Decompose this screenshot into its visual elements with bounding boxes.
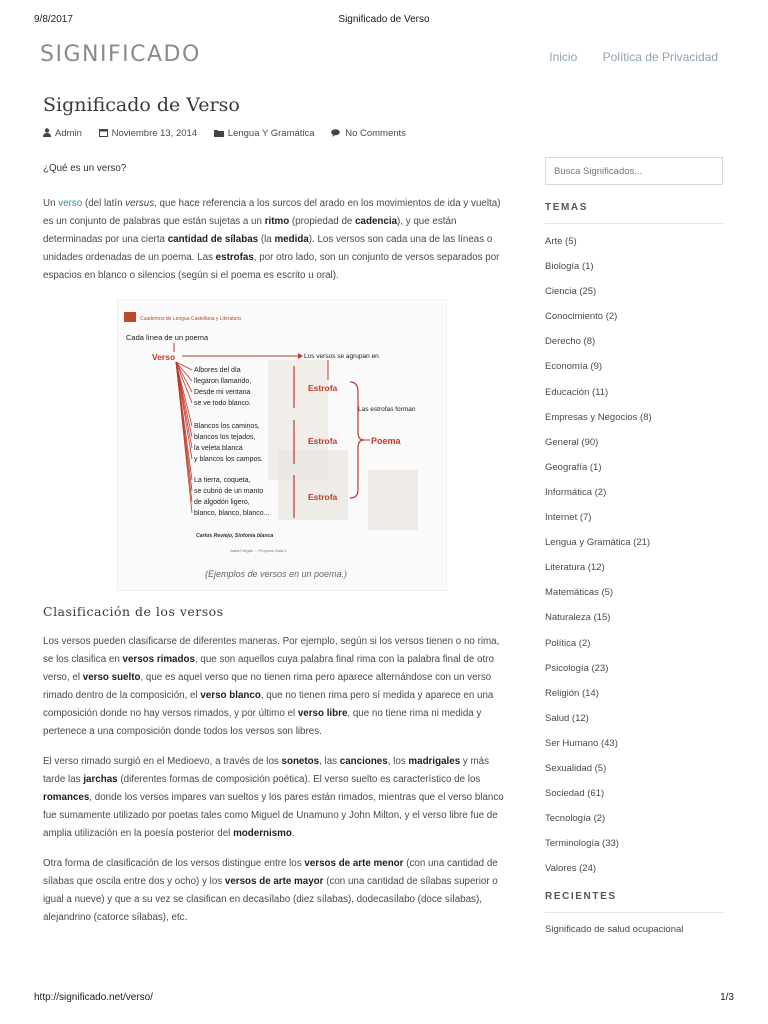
- text: y más tarde las: [43, 756, 489, 785]
- post-title: Significado de Verso: [43, 94, 240, 116]
- print-footer: [34, 992, 734, 1006]
- print-header: [34, 14, 734, 30]
- meta-category-label: Lengua Y Gramática: [227, 128, 315, 139]
- keyword-romances: romances: [43, 792, 90, 803]
- poem-line: de algodón ligero,: [194, 499, 250, 506]
- meta-author-label: Admin: [55, 128, 82, 139]
- poem-line: y blancos los campos.: [194, 456, 263, 463]
- keyword-arte-menor: versos de arte menor: [304, 858, 404, 869]
- tema-item[interactable]: Salud (12): [545, 712, 589, 724]
- keyword-verso-libre: verso libre: [297, 708, 348, 719]
- paragraph-clasificacion-3: [43, 855, 509, 927]
- keyword-cadencia: cadencia: [355, 216, 398, 227]
- text: (con una cantidad de sílabas que oscila entre dos y ocho) y los: [43, 858, 498, 887]
- diagram-cada-linea: Cada línea de un poema: [126, 333, 209, 342]
- temas-list: [545, 235, 723, 887]
- paragraph-clasificacion-2: [43, 753, 509, 843]
- sidebar: [545, 157, 723, 935]
- tema-item[interactable]: Informática (2): [545, 486, 607, 498]
- tema-item[interactable]: Empresas y Negocios (8): [545, 411, 652, 423]
- diagram-forman: Las estrofas forman: [358, 406, 416, 413]
- tema-item[interactable]: Educación (11): [545, 386, 609, 398]
- text: , que no tienen rima pero sí medida y aparece en una composición donde no hay versos rimados, y por último el: [43, 690, 494, 719]
- tema-item[interactable]: Sexualidad (5): [545, 762, 607, 774]
- print-date: 9/8/2017: [34, 14, 73, 25]
- text: ). Los versos son cada una de las líneas o unidades ordenadas de un poema. Las: [43, 234, 493, 263]
- poem-line: llegaron llamando,: [194, 378, 252, 385]
- text: , que son aquellos cuya palabra final rima con la palabra final de otro verso, el: [43, 654, 494, 683]
- tema-item[interactable]: Naturaleza (15): [545, 612, 611, 624]
- question-heading: ¿Qué es un verso?: [43, 163, 127, 174]
- term-versus: versus: [125, 198, 155, 209]
- tema-item[interactable]: General (90): [545, 436, 599, 448]
- tema-item[interactable]: Literatura (12): [545, 562, 605, 574]
- user-icon: [43, 128, 51, 137]
- poem-line: blancos los tejados,: [194, 434, 256, 441]
- text: .: [291, 828, 295, 839]
- poem-line: se ve todo blanco.: [194, 400, 251, 407]
- link-verso[interactable]: verso: [58, 198, 83, 209]
- text: (la: [258, 234, 275, 245]
- tema-item[interactable]: Arte (5): [545, 236, 577, 247]
- tema-item[interactable]: Biología (1): [545, 261, 594, 273]
- verse-diagram-figure: [117, 299, 447, 591]
- calendar-icon: [99, 128, 108, 137]
- tema-item[interactable]: Matemáticas (5): [545, 587, 614, 599]
- tema-item[interactable]: Conocimiento (2): [545, 311, 618, 323]
- search-input[interactable]: [545, 157, 723, 185]
- post-meta: [43, 128, 420, 139]
- folder-icon: [214, 129, 224, 137]
- keyword-versos-rimados: versos rimados: [122, 654, 195, 665]
- tema-item[interactable]: Psicología (23): [545, 662, 609, 674]
- keyword-madrigales: madrigales: [408, 756, 461, 767]
- tema-item[interactable]: Terminología (33): [545, 838, 619, 850]
- text: , que hace referencia a los surcos del arado en los movimientos de ida y vuelta) es un conjunto de palabras que están sujetas a un: [43, 198, 501, 227]
- diagram-poema: Poema: [371, 436, 401, 446]
- section-title-clasificacion: Clasificación de los versos: [43, 604, 224, 619]
- main-nav: [527, 50, 718, 64]
- tema-item[interactable]: Política (2): [545, 637, 591, 649]
- text: (del latín: [82, 198, 126, 209]
- text: , por otro lado, son un conjunto de versos separados por espacios en blanco o silencios (según si el poema es escrito u oral).: [43, 252, 500, 281]
- keyword-sonetos: sonetos: [281, 756, 320, 767]
- meta-category[interactable]: [214, 128, 317, 139]
- poem-line: la veleta blanca: [194, 445, 243, 452]
- text: (propiedad de: [289, 216, 356, 227]
- print-url: http://significado.net/verso/: [34, 992, 153, 1003]
- keyword-canciones: canciones: [339, 756, 388, 767]
- tema-item[interactable]: Economía (9): [545, 361, 603, 373]
- text: (con una cantidad de sílabas superior o igual a nueve) y que a su vez se clasifican en decasílabo (diez sílabas), dodecasílabo (doce sílabas), alejandrino (catorce sílabas), etc.: [43, 876, 498, 923]
- text: , las: [319, 756, 340, 767]
- diagram-verso-label: Verso: [152, 352, 176, 362]
- diagram-estrofa-3: Estrofa: [308, 492, 338, 502]
- tema-item[interactable]: Ser Humano (43): [545, 737, 618, 749]
- text: (diferentes formas de composición poética). El verso suelto es característico de los: [117, 774, 481, 785]
- tema-item[interactable]: Tecnología (2): [545, 813, 606, 825]
- meta-comments[interactable]: [331, 128, 406, 139]
- tema-item[interactable]: Internet (7): [545, 512, 592, 524]
- intro-paragraph: [43, 195, 509, 285]
- nav-inicio[interactable]: Inicio: [549, 50, 578, 64]
- verse-diagram: [118, 300, 446, 590]
- poem-line: Albores del día: [194, 367, 241, 374]
- meta-date: [99, 128, 200, 139]
- poem-line: La tierra, coqueta,: [194, 477, 251, 484]
- paragraph-clasificacion-1: [43, 633, 509, 741]
- site-logo[interactable]: SIGNIFICADO: [40, 42, 201, 67]
- tema-item[interactable]: Religión (14): [545, 687, 599, 699]
- meta-comments-label: No Comments: [345, 128, 406, 139]
- diagram-author: Carlos Reviejo, Sinfonía blanca: [196, 533, 274, 539]
- keyword-modernismo: modernismo: [233, 828, 292, 839]
- diagram-credit: Isabel Vegas ... Proyecto Aula 2: [230, 548, 287, 553]
- print-title: Significado de Verso: [338, 14, 430, 25]
- keyword-cantidad-silabas: cantidad de sílabas: [167, 234, 259, 245]
- recent-post-link[interactable]: Significado de salud ocupacional: [545, 924, 684, 936]
- text: El verso rimado surgió en el Medioevo, a través de los: [43, 756, 282, 767]
- figure-caption: (Ejemplos de versos en un poema.): [204, 569, 348, 579]
- keyword-estrofas: estrofas: [215, 252, 254, 263]
- poem-line: se cubrió de un manto: [194, 488, 264, 495]
- diagram-estrofa-2: Estrofa: [308, 436, 338, 446]
- poem-line: Blancos los caminos,: [194, 423, 260, 430]
- keyword-verso-blanco: verso blanco: [200, 690, 261, 701]
- text: Otra forma de clasificación de los versos distingue entre los: [43, 858, 305, 869]
- diagram-header: Cuadernos de Lengua Castellana y Literatura: [140, 316, 241, 322]
- meta-author[interactable]: [43, 128, 85, 139]
- text: , los: [387, 756, 409, 767]
- tema-item[interactable]: Lengua y Gramática (21): [545, 537, 651, 549]
- tema-item[interactable]: Valores (24): [545, 863, 597, 875]
- keyword-jarchas: jarchas: [83, 774, 118, 785]
- nav-politica-privacidad[interactable]: Política de Privacidad: [602, 50, 718, 64]
- print-page-number: 1/3: [720, 992, 734, 1003]
- text: , que no tiene rima ni medida y pertenece a una composición donde todos los versos son libres.: [43, 708, 482, 737]
- keyword-arte-mayor: versos de arte mayor: [224, 876, 324, 887]
- diagram-agrupan: Los versos se agrupan en: [304, 353, 379, 360]
- keyword-verso-suelto: verso suelto: [82, 672, 141, 683]
- poem-line: Desde mi ventana: [194, 389, 251, 396]
- text: ), y que están determinadas por una cierta: [43, 216, 457, 245]
- comments-icon: [331, 129, 341, 137]
- tema-item[interactable]: Geografía (1): [545, 461, 602, 473]
- text: , que es aquel verso que no tienen rima pero aparece alternándose con un verso rimado dentro de la composición, el: [43, 672, 492, 701]
- recientes-widget: [545, 891, 723, 935]
- keyword-medida: medida: [274, 234, 309, 245]
- book-icon: [124, 312, 136, 322]
- tema-item[interactable]: Ciencia (25): [545, 286, 597, 298]
- text: , donde los versos impares van sueltos y los pares están rimados, mientras que el verso blanco fue sumamente utilizado por poetas tales como Miguel de Unamuno y John Milton, y el verso libre fue de amplia utilización en la poesía posterior del: [43, 792, 504, 839]
- diagram-estrofa-1: Estrofa: [308, 383, 338, 393]
- tema-item[interactable]: Sociedad (61): [545, 788, 605, 800]
- temas-title: TEMAS: [545, 202, 723, 224]
- recientes-title: RECIENTES: [545, 891, 723, 913]
- tema-item[interactable]: Derecho (8): [545, 336, 596, 348]
- text: Los versos pueden clasificarse de diferentes maneras. Por ejemplo, según si los versos tienen o no rima, se los clasifica en: [43, 636, 500, 665]
- text: Un: [43, 198, 59, 209]
- poem-line: blanco, blanco, blanco...: [194, 510, 270, 517]
- meta-date-label: Noviembre 13, 2014: [111, 128, 198, 139]
- keyword-ritmo: ritmo: [264, 216, 290, 227]
- post-content: [43, 160, 509, 939]
